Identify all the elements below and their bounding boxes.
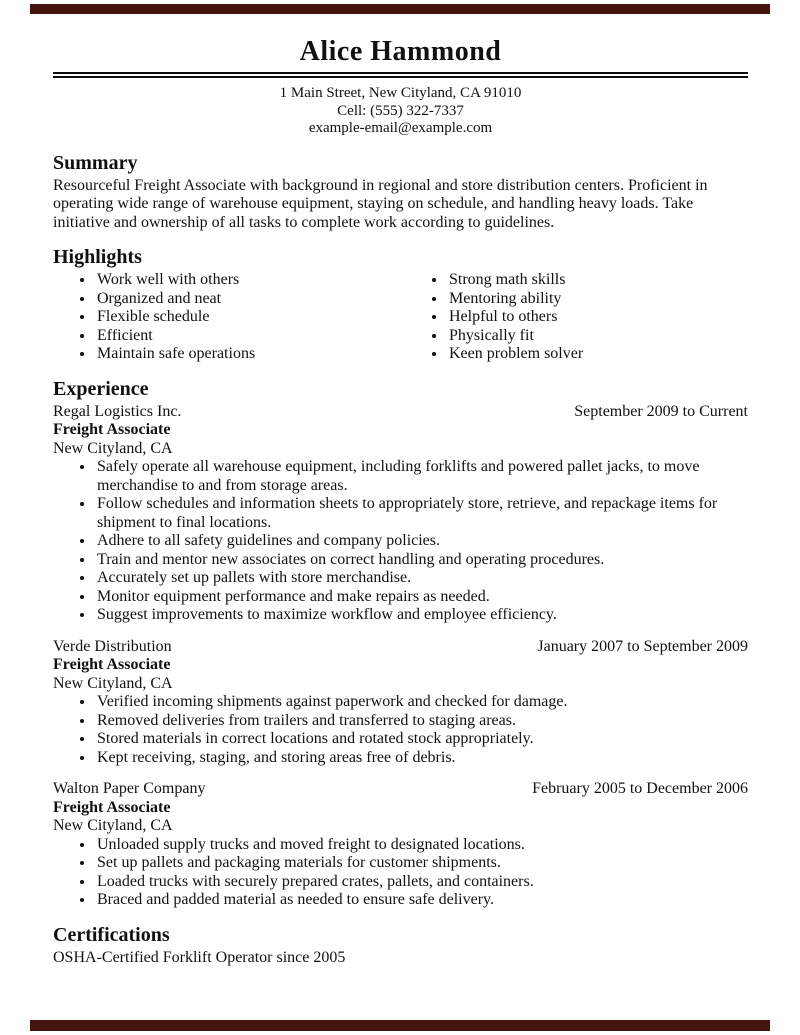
job-bullet: • Braced and padded material as needed to ensure safe delivery.: [95, 891, 748, 910]
job-bullet: • Unloaded supply trucks and moved freight to designated locations.: [95, 836, 748, 855]
job-bullet: • Adhere to all safety guidelines and company policies.: [95, 532, 748, 551]
resume-content: [0, 37, 800, 967]
job-dates: February 2005 to December 2006: [532, 780, 748, 797]
highlight-item: • Efficient: [95, 327, 405, 346]
job-title: Freight Associate: [53, 656, 171, 673]
job-bullet: • Verified incoming shipments against paperwork and checked for damage.: [95, 693, 748, 712]
job-title: Freight Associate: [53, 421, 171, 438]
job-company: Regal Logistics Inc.: [53, 402, 182, 420]
highlights-columns: [53, 271, 748, 364]
job-bullet: • Monitor equipment performance and make repairs as needed.: [95, 588, 748, 607]
contact-address: 1 Main Street, New Cityland, CA 91010: [279, 85, 522, 101]
job-bullet: • Follow schedules and information sheets to appropriately store, retrieve, and repackage items for shipment to final locations.: [95, 495, 748, 532]
job-bullet: • Set up pallets and packaging materials for customer shipments.: [95, 854, 748, 873]
section-heading-certifications: Certifications: [53, 923, 170, 946]
job-dates: September 2009 to Current: [574, 402, 748, 420]
section-heading-experience: Experience: [53, 377, 149, 400]
contact-block: [53, 85, 748, 138]
job-location: New Cityland, CA: [53, 817, 173, 834]
job-bullet: • Safely operate all warehouse equipment, including forklifts and powered pallet jacks, to move merchandise to and from storage areas.: [95, 458, 748, 495]
highlights-column-left: [53, 271, 405, 364]
certification-text: OSHA-Certified Forklift Operator since 2005: [53, 948, 346, 966]
contact-email: example-email@example.com: [308, 120, 493, 136]
section-heading-summary: Summary: [53, 151, 138, 174]
job-dates: January 2007 to September 2009: [537, 637, 748, 655]
highlight-item: • Mentoring ability: [447, 290, 748, 309]
highlight-item: • Flexible schedule: [95, 308, 405, 327]
highlight-item: • Strong math skills: [447, 271, 748, 290]
job-bullet: • Accurately set up pallets with store merchandise.: [95, 569, 748, 588]
job-title: Freight Associate: [53, 798, 171, 816]
highlight-item: • Keen problem solver: [447, 345, 748, 364]
job-entry: [53, 403, 748, 625]
job-location: New Cityland, CA: [53, 674, 173, 692]
highlight-item: • Physically fit: [447, 327, 748, 346]
job-location: New Cityland, CA: [53, 439, 173, 457]
job-bullet: • Suggest improvements to maximize workflow and employee efficiency.: [95, 606, 748, 625]
contact-phone: Cell: (555) 322-7337: [337, 102, 464, 119]
highlights-column-right: [405, 271, 748, 364]
job-bullet: • Kept receiving, staging, and storing areas free of debris.: [95, 749, 748, 768]
job-company: Walton Paper Company: [53, 780, 206, 797]
highlight-item: • Work well with others: [95, 271, 405, 290]
job-bullet: • Removed deliveries from trailers and transferred to staging areas.: [95, 712, 748, 731]
job-entry: [53, 638, 748, 768]
highlight-item: • Organized and neat: [95, 290, 405, 309]
job-bullet: • Train and mentor new associates on correct handling and operating procedures.: [95, 551, 748, 570]
job-bullet: • Loaded trucks with securely prepared crates, pallets, and containers.: [95, 873, 748, 892]
summary-text: Resourceful Freight Associate with background in regional and store distribution centers. Proficient in operating wide range of warehouse equipment, staying on schedule, and handling heavy loads. Take initiative and ownership of all tasks to complete work according to guidelines.: [53, 176, 708, 231]
section-heading-highlights: Highlights: [53, 246, 142, 268]
job-company: Verde Distribution: [53, 637, 172, 655]
top-accent-bar: [30, 4, 770, 14]
highlight-item: • Helpful to others: [447, 308, 748, 327]
bottom-accent-bar: [30, 1020, 770, 1031]
highlight-item: • Maintain safe operations: [95, 345, 405, 364]
candidate-name: Alice Hammond: [299, 36, 502, 67]
job-bullet: • Stored materials in correct locations and rotated stock appropriately.: [95, 730, 748, 749]
job-entry: [53, 780, 748, 910]
header-divider-rule: [53, 72, 748, 78]
